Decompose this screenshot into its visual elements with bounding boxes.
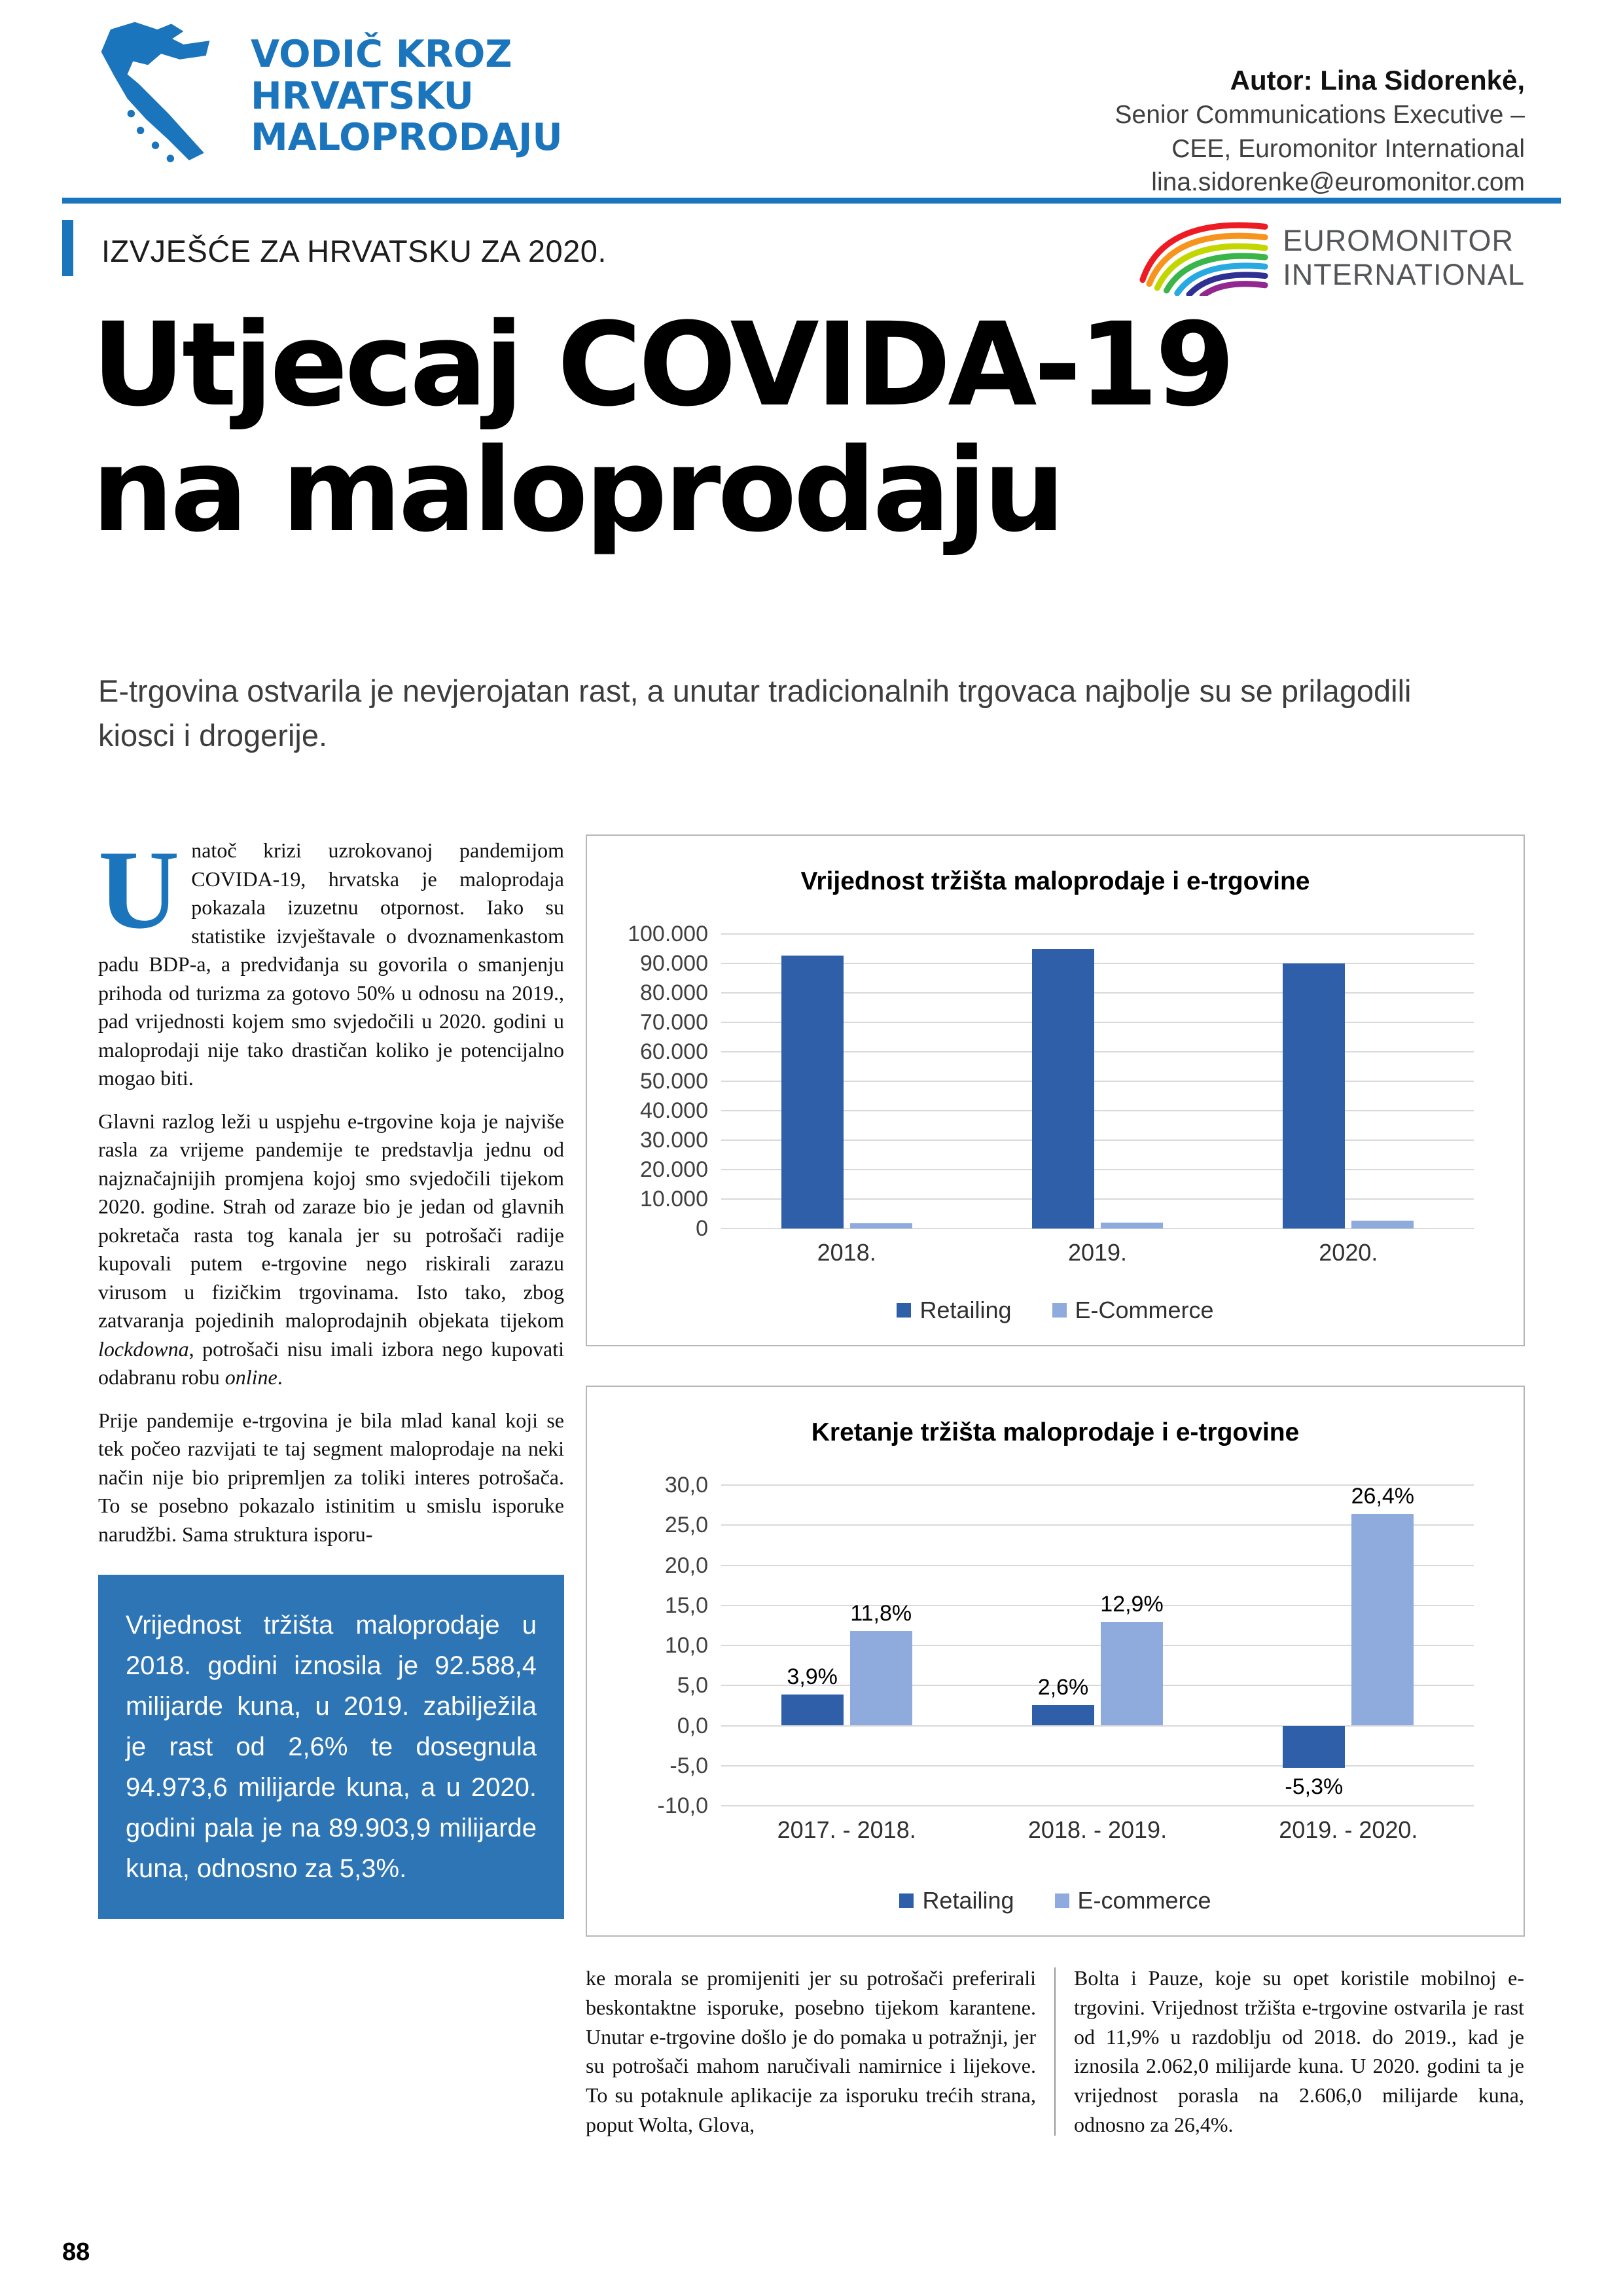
brand-title-line2: HRVATSKU (251, 74, 474, 118)
paragraph-2-seg2: , potrošači nisu imali izbora nego kupovati odabranu robu (98, 1336, 564, 1390)
gridline (721, 1765, 1474, 1767)
y-axis-tick-label: 20.000 (640, 1157, 708, 1182)
legend-item-retailing (899, 1887, 1014, 1914)
bar-data-label: 3,9% (787, 1664, 838, 1689)
author-email: lina.sidorenke@euromonitor.com (1151, 168, 1525, 197)
chart-plot-area (628, 922, 1474, 1266)
y-axis-tick-label: 30,0 (664, 1473, 708, 1498)
x-axis-category-label: 2019. (1067, 1239, 1128, 1266)
euromonitor-arcs-icon (1137, 216, 1271, 299)
column-divider-rule (1054, 1967, 1056, 2136)
chart-legend (587, 1887, 1524, 1914)
report-label: IZVJEŠĆE ZA HRVATSKU ZA 2020. (101, 234, 607, 268)
report-label-tick (62, 220, 73, 276)
paragraph-3: Prije pandemije e-trgovina je bila mlad kanal koji se tek počeo razvijati te taj segment maloprodaje na neki način nije bio pripremljen za toliki interes potrošača. To se posebno pokazalo istinitim u smislu isporuke narudžbi. Sama struktura isporu- (98, 1408, 564, 1546)
paragraph-2-italic1: lockdowna (98, 1336, 189, 1361)
brand-block (65, 16, 563, 177)
body-text-column (98, 828, 564, 1919)
chart-retail-value (586, 834, 1525, 1346)
legend-swatch-icon (1055, 1893, 1069, 1908)
author-block (1115, 62, 1525, 200)
bar-data-label: 12,9% (1100, 1592, 1164, 1617)
euromonitor-wordmark-line1: EUROMONITOR (1283, 223, 1514, 257)
legend-item-e-commerce (1055, 1887, 1211, 1914)
brand-title (251, 34, 563, 159)
paragraph-1 (98, 828, 564, 1093)
x-axis-category-label: 2019. - 2020. (1279, 1816, 1418, 1843)
y-axis-tick-label: -10,0 (657, 1793, 708, 1818)
bar-e-commerce (850, 1631, 912, 1726)
y-axis-tick-label: 0,0 (677, 1713, 708, 1738)
legend-swatch-icon (1052, 1303, 1067, 1318)
dropcap: U (98, 828, 180, 952)
paragraph-2-seg3: . (277, 1365, 283, 1390)
chart-retail-growth (586, 1386, 1525, 1937)
y-axis-tick-label: 40.000 (640, 1098, 708, 1123)
x-axis-category-label: 2020. (1319, 1239, 1378, 1266)
bar-e-commerce (1101, 1223, 1163, 1229)
paragraph-1-text: natoč krizi uzrokovanoj pandemijom COVIDA-19, hrvatska je maloprodaja pokazala izuzetnu otpornost. Iako su statistike izvještavale o dvoznamenkastom padu BDP-a, a predviđanja su govorila o smanjenju prihoda od turizma za gotovo 50% u odnosu na 2019., pad vrijednosti kojem smo svjedočili u 2020. godini u maloprodaji nije tako drastičan koliko je potencijalno mogao biti. (98, 838, 564, 1090)
bar-retailing (1032, 949, 1094, 1229)
bar-retailing (781, 956, 844, 1229)
y-axis-tick-label: 10.000 (640, 1187, 708, 1211)
chart-retail-growth-title: Kretanje tržišta maloprodaje i e-trgovine (811, 1418, 1300, 1446)
bottom-column-2: Bolta i Pauze, koje su opet koristile mobilnoj e-trgovini. Vrijednost tržišta e-trgovine ostvarila je rast od 11,9% u razdoblju od 2018. do 2019., kad je iznosila 2.062,0 milijarde kuna. U 2020. godini ta je vrijednost porasla na 2.606,0 milijarde kuna, odnosno za 26,4%. (1074, 1966, 1524, 2136)
bottom-column-1: ke morala se promijeniti jer su potrošači preferirali beskontaktne isporuke, posebno tijekom karantene. Unutar e-trgovine došlo je do pomaka u potražnji, jer su potrošači mahom naručivali namirnice i lijekove. To su potaknule aplikacije za isporuku trećih strana, poput Wolta, Glova, (586, 1966, 1036, 2136)
legend-label: E-Commerce (1075, 1297, 1214, 1323)
y-axis-tick-label: 25,0 (664, 1513, 708, 1538)
y-axis-tick-label: 5,0 (677, 1673, 708, 1698)
y-axis-tick-label: 90.000 (640, 951, 708, 976)
chart-retail-value-title: Vrijednost tržišta maloprodaje i e-trgovine (800, 867, 1310, 895)
y-axis-tick-label: 80.000 (640, 980, 708, 1005)
bottom-text-columns (586, 1964, 1525, 2140)
brand-title-line3: MALOPRODAJU (251, 116, 563, 160)
y-axis-tick-label: 30.000 (640, 1128, 708, 1153)
brand-title-line1: VODIČ KROZ (251, 32, 512, 76)
author-role-line2: CEE, Euromonitor International (1171, 134, 1525, 163)
bar-e-commerce (1101, 1622, 1163, 1725)
bar-e-commerce (850, 1223, 912, 1229)
euromonitor-wordmark (1283, 224, 1525, 292)
bar-data-label: 11,8% (850, 1600, 912, 1626)
page-number: 88 (62, 2238, 90, 2266)
y-axis-tick-label: 70.000 (640, 1010, 708, 1035)
bar-retailing (1032, 1705, 1094, 1726)
callout-box: Vrijednost tržišta maloprodaje u 2018. godini iznosila je 92.588,4 milijarde kuna, u 2019. zabilježila je rast od 2,6% te dosegnula 94.973,6 milijarde kuna, a u 2020. godini pala je na 89.903,9 milijarde kuna, odnosno za 5,3%. (98, 1575, 564, 1919)
x-axis-category-label: 2018. (817, 1239, 876, 1266)
legend-label: Retailing (922, 1887, 1014, 1914)
x-axis-category-label: 2018. - 2019. (1027, 1816, 1168, 1843)
legend-item-retailing (897, 1297, 1011, 1324)
y-axis-tick-label: 20,0 (664, 1552, 708, 1578)
euromonitor-logo (1137, 216, 1525, 299)
article-headline (92, 298, 1232, 558)
author-name: Autor: Lina Sidorenkė, (1230, 65, 1525, 96)
legend-label: E-commerce (1077, 1887, 1211, 1914)
author-role-line1: Senior Communications Executive – (1115, 101, 1525, 130)
y-axis-tick-label: -5,0 (669, 1753, 708, 1778)
legend-swatch-icon (899, 1893, 914, 1908)
legend-item-e-commerce (1052, 1297, 1214, 1324)
gridline (721, 933, 1474, 935)
bar-data-label: 26,4% (1351, 1484, 1415, 1509)
euromonitor-wordmark-line2: INTERNATIONAL (1283, 257, 1525, 291)
report-row (62, 216, 1561, 308)
bar-data-label: 2,6% (1037, 1674, 1089, 1700)
croatia-map-logo-icon (65, 16, 232, 177)
bar-retailing (781, 1695, 844, 1726)
bar-retailing (1283, 963, 1345, 1229)
bar-retailing (1283, 1726, 1345, 1768)
y-axis-tick-label: 100.000 (628, 922, 708, 946)
y-axis-tick-label: 60.000 (640, 1039, 708, 1064)
legend-swatch-icon (897, 1303, 911, 1318)
headline-line1: Utjecaj COVIDA-19 (92, 298, 1232, 432)
x-axis-category-label: 2017. - 2018. (777, 1816, 916, 1843)
chart-plot-area (657, 1473, 1474, 1843)
y-axis-tick-label: 10,0 (664, 1633, 708, 1658)
y-axis-tick-label: 0 (696, 1216, 708, 1241)
legend-label: Retailing (919, 1297, 1012, 1323)
header-divider-rule (62, 198, 1561, 204)
headline-line2: na maloprodaju (92, 423, 1062, 558)
y-axis-tick-label: 15,0 (664, 1592, 708, 1618)
bar-e-commerce (1351, 1221, 1414, 1229)
paragraph-2-italic2: online (224, 1365, 277, 1390)
paragraph-2 (98, 1107, 564, 1392)
bar-e-commerce (1351, 1514, 1414, 1725)
bar-data-label: -5,3% (1285, 1774, 1344, 1800)
chart-legend (587, 1297, 1524, 1324)
y-axis-tick-label: 50.000 (640, 1069, 708, 1094)
gridline (721, 1805, 1474, 1806)
article-subtitle: E-trgovina ostvarila je nevjerojatan rast, a unutar tradicionalnih trgovaca najbolje su se prilagodili kiosci i drogerije. (98, 673, 1412, 753)
paragraph-2-seg1: Glavni razlog leži u uspjehu e-trgovine koja je najviše rasla za vrijeme pandemije te predstavlja jednu od najznačajnijih promjena kojoj smo svjedočili tijekom 2020. godine. Strah od zaraze bio je jedan od glavnih pokretača rasta tog kanala jer su potrošači radije kupovali putem e-trgovine nego riskirali zarazu virusom u fizičkim trgovinama. Isto tako, zbog zatvaranja pojedinih maloprodajnih objekata tijekom (98, 1109, 564, 1333)
charts-column (586, 834, 1525, 1937)
